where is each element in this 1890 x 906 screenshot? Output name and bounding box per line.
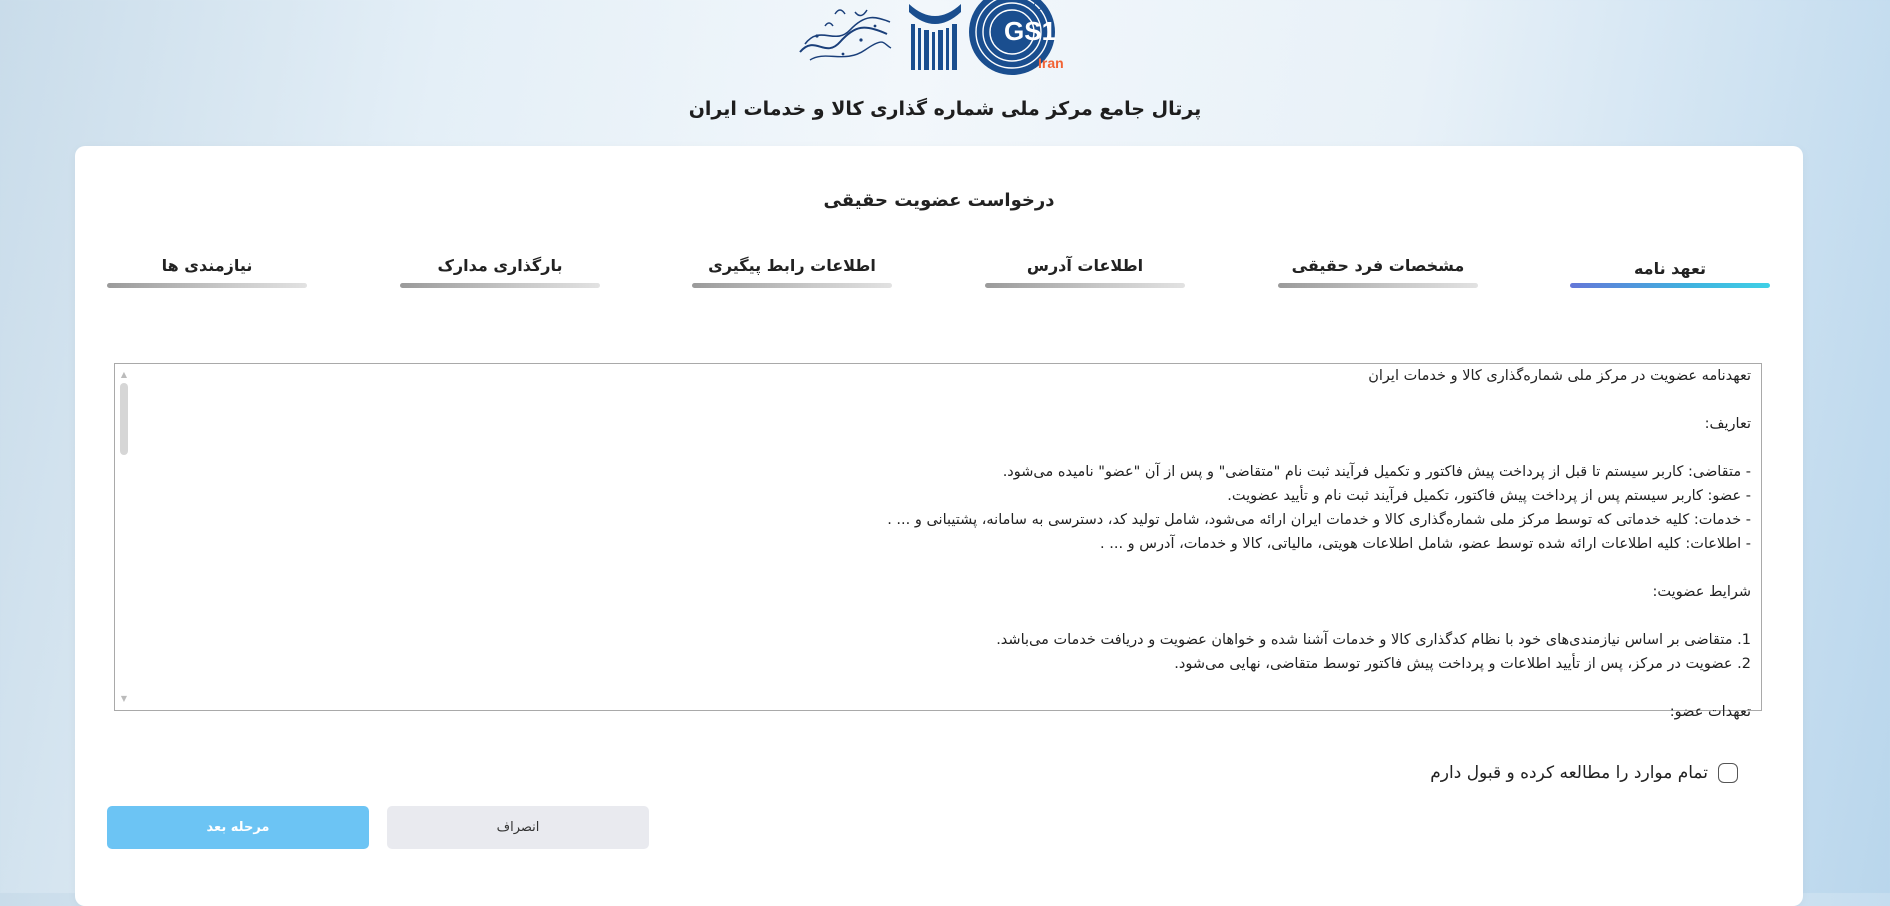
step-personal-info[interactable]	[1278, 256, 1478, 290]
next-section-title: تعهدات عضو:	[1669, 704, 1751, 720]
conditions-title: شرایط عضویت:	[1652, 584, 1751, 600]
stepper	[75, 256, 1803, 296]
step-requirements[interactable]	[107, 256, 307, 290]
step-progress-bar	[107, 283, 307, 288]
step-contact-person[interactable]	[692, 256, 892, 290]
step-label: نیازمندی ها	[161, 256, 253, 275]
definitions-title: تعاریف:	[1704, 416, 1751, 432]
step-progress-bar	[400, 283, 600, 288]
definition-item: - خدمات: کلیه خدماتی که توسط مرکز ملی شماره‌گذاری کالا و خدمات ایران ارائه می‌شود، شامل تولید کد، دسترسی به سامانه، پشتیبانی و ... .	[887, 512, 1751, 528]
barcode-emblem-icon	[905, 0, 965, 72]
step-address[interactable]	[985, 256, 1185, 290]
step-progress-bar	[1570, 283, 1770, 288]
step-label: مشخصات فرد حقیقی	[1291, 256, 1465, 275]
step-label: بارگذاری مدارک	[437, 256, 563, 275]
gs1-logo-sub: Iran	[1038, 55, 1064, 71]
terms-content	[151, 364, 1751, 724]
cancel-button[interactable]: انصراف	[387, 806, 649, 849]
step-label: اطلاعات رابط پیگیری	[708, 256, 876, 275]
agree-label[interactable]: تمام موارد را مطالعه کرده و قبول دارم	[1430, 763, 1708, 783]
step-documents-upload[interactable]	[400, 256, 600, 290]
portal-title: پرتال جامع مرکز ملی شماره گذاری کالا و خدمات ایران	[688, 98, 1202, 120]
agreement-row	[1430, 763, 1738, 783]
step-progress-bar	[1278, 283, 1478, 288]
calligraphy-logo	[795, 4, 895, 66]
condition-item: 2. عضویت در مرکز، پس از تأیید اطلاعات و پرداخت پیش فاکتور توسط متقاضی، نهایی می‌شود.	[1174, 656, 1751, 672]
gs1-logo-text: GS1	[1004, 16, 1057, 46]
definition-item: - متقاضی: کاربر سیستم تا قبل از پرداخت پیش فاکتور و تکمیل فرآیند ثبت نام "متقاضی" و پس از آن "عضو" نامیده می‌شود.	[1002, 464, 1751, 480]
step-progress-bar	[985, 283, 1185, 288]
terms-textarea[interactable]	[114, 363, 1762, 720]
scroll-down-icon[interactable]: ▼	[120, 694, 128, 703]
registration-card	[75, 146, 1803, 906]
gs1-logo	[968, 0, 1080, 76]
next-step-button[interactable]: مرحله بعد	[107, 806, 369, 849]
agree-checkbox[interactable]	[1718, 763, 1738, 783]
terms-scrollbar[interactable]	[116, 365, 132, 709]
header-logos	[795, 0, 1080, 76]
step-progress-bar	[692, 283, 892, 288]
condition-item: 1. متقاضی بر اساس نیازمندی‌های خود با نظام کدگذاری کالا و خدمات آشنا شده و خواهان عضویت و دریافت خدمات می‌باشد.	[996, 632, 1751, 648]
scroll-up-icon[interactable]: ▲	[120, 370, 128, 379]
definition-item: - اطلاعات: کلیه اطلاعات ارائه شده توسط عضو، شامل اطلاعات هویتی، مالیاتی، کالا و خدمات، آدرس و ... .	[1100, 536, 1751, 552]
terms-heading: تعهدنامه عضویت در مرکز ملی شماره‌گذاری کالا و خدمات ایران	[1368, 368, 1751, 384]
scroll-thumb[interactable]	[120, 383, 128, 455]
definition-item: - عضو: کاربر سیستم پس از پرداخت پیش فاکتور، تکمیل فرآیند ثبت نام و تأیید عضویت.	[1227, 488, 1751, 504]
step-label: تعهد نامه	[1633, 259, 1707, 278]
form-title: درخواست عضویت حقیقی	[823, 190, 1055, 211]
step-label: اطلاعات آدرس	[1026, 256, 1144, 275]
step-commitment[interactable]	[1570, 256, 1770, 290]
